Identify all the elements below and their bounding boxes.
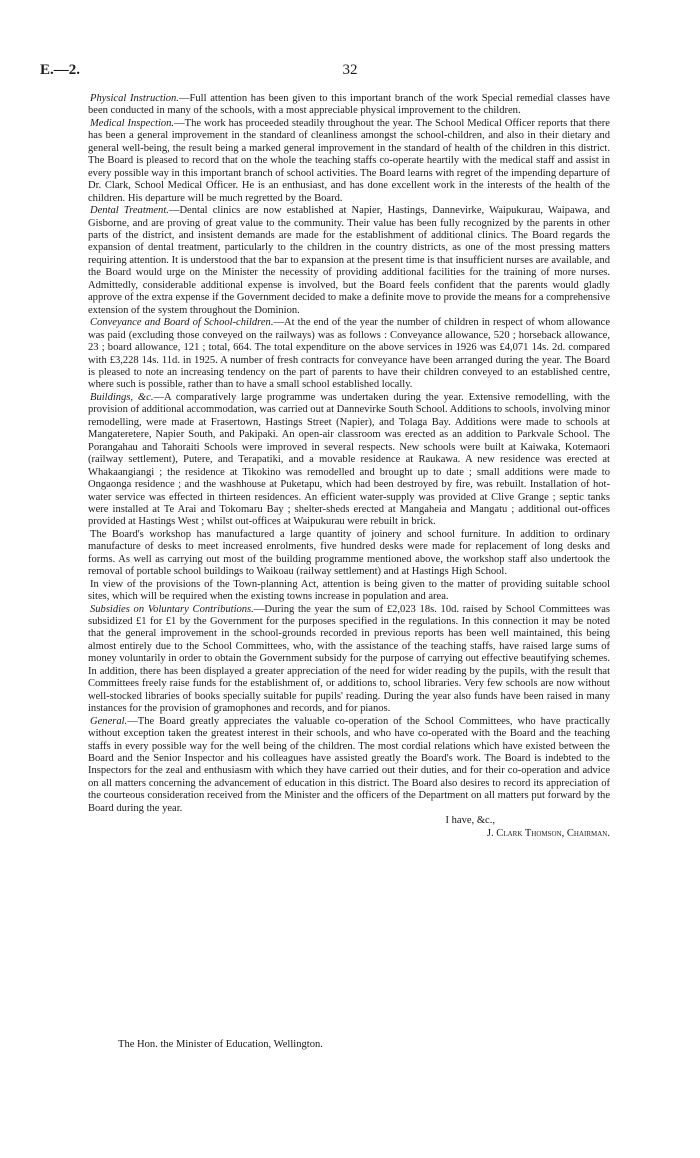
paragraph-buildings: [88, 392, 610, 529]
paragraph-text: The Board's workshop has manufactured a large quantity of joinery and school furniture. In addition to ordinary manufacture of desks to meet increased enrolments, five hundred desks were made for replacement of long desks and forms. As well as carrying out most of the building programme mentioned above, the workshop staff also undertook the removal of portable school buildings to Waikoau (railway settlement) and at Hastings High School.: [88, 528, 610, 578]
section-heading: Conveyance and Board of School-children.: [90, 317, 274, 329]
paragraph-town-planning: [88, 579, 610, 604]
paragraph-physical-instruction: [88, 93, 610, 118]
section-heading: Medical Inspection.: [90, 117, 175, 129]
paragraph-workshop: [88, 529, 610, 579]
section-heading: Buildings, &c.: [90, 391, 154, 403]
paragraph-subsidies: [88, 604, 610, 716]
section-heading: Physical Instruction.: [90, 93, 179, 104]
page-number: 32: [342, 62, 358, 78]
paragraph-conveyance: [88, 317, 610, 392]
paragraph-dental-treatment: [88, 205, 610, 317]
paragraph-general: [88, 716, 610, 816]
paragraph-text: —The Board greatly appreciates the valuable co-operation of the School Committees, who have practically without exception taken the greatest interest in their schools, and who have co-operated with the Board and the teaching staffs in every possible way for the well being of the children. The most cordial relations which have existed between the Board and the Senior Inspector and his colleagues have assisted greatly the Board's work. The Board is indebted to the Inspectors for the zeal and enthusiasm with which they have carried out their duties, and for their co-operation and advice on all matters concerning the advancement of education in this district. The Board also desires to record its appreciation of the courteous consideration received from the Minister and the officers of the Department on all matters put forward by the Board during the year.: [88, 715, 610, 814]
body-text: [88, 93, 610, 840]
report-code: E.—2.: [40, 62, 81, 78]
valediction: I have, &c.,: [445, 815, 495, 827]
paragraph-text: —A comparatively large programme was undertaken during the year. Extensive remodelling, with the provision of additional accommodation, was carried out at Dannevirke South School. Additions to schools, involving minor remodelling, were made at Frasertown, Hastings Street (Napier), and Tolaga Bay. Additions were made to schools at Mangateretere, Napier South, and Pakipaki. An open-air classroom was erected as an addition to Parkvale School. The Porangahau and Tahoraiti Schools were improved in several respects. New schools were built at Kaiwaka, Kotemaori (railway settlement), Putere, and Terapatiki, and a movable residence at Raukawa. A new residence was erected at Whakaangiangi ; the residence at Tikokino was remodelled and brought up to date ; small additions were made to Ongaonga residence ; and the washhouse at Puketapu, which had been destroyed by fire, was rebuilt. Installation of hot-water service was effected in thirteen residences. An efficient water-supply was provided at Clive Grange ; septic tanks were installed at Te Arai and Tokomaru Bay ; shelter-sheds erected at Mangaheia and Mangatu ; additional out-offices provided at Hastings West ; whilst out-offices at Waipukurau were rebuilt in brick.: [88, 391, 610, 528]
paragraph-medical-inspection: [88, 118, 610, 205]
signatory: J. Clark Thomson, Chairman.: [486, 827, 610, 839]
addressee: The Hon. the Minister of Education, Wellington.: [118, 1039, 323, 1050]
paragraph-text: In view of the provisions of the Town-planning Act, attention is being given to the matter of providing suitable school sites, which will be required when the existing towns increase in population and area.: [88, 578, 610, 603]
paragraph-text: —Dental clinics are now established at Napier, Hastings, Dannevirke, Waipukurau, Waipawa, and Gisborne, and are proving of great value to the community. Their value has been fully recognized by the parents in other parts of the district, and insistent demands are made for the establishment of additional clinics. The Board regards the expansion of dental treatment, particularly to the children in the country districts, as one of the most pressing matters requiring attention. It is understood that the bar to expansion at the present time is that insufficient nurses are available, and the Board would urge on the Minister the necessity of providing additional facilities for the training of more nurses. Admittedly, considerable additional expense is involved, but the Board feels confident that the parents would gladly approve of the extra expense if the Government decided to make a definite move to provide the means for a comprehensive extension of the system throughout the Dominion.: [88, 205, 610, 316]
paragraph-text: —During the year the sum of £2,023 18s. 10d. raised by School Committees was subsidized £1 for £1 by the Government for the purposes specified in the regulations. In this connection it may be noted that the general improvement in the school-grounds recorded in previous reports has been well maintained, this being almost entirely due to the School Committees, who, with the assistance of the teaching staffs, have raised large sums of money voluntarily in order to obtain the Government subsidy for the purpose of carrying out effective beautifying schemes. In addition, there has been displayed a greater appreciation of the need for wider reading by the pupils, with the result that Committees freely raise funds for the establishment of, or additions to, school libraries. Very few schools are now without well-stocked libraries of books specially suitable for pupils' reading. During the year also funds have been raised in many instances for the provision of gramophones and records, and for pianos.: [88, 603, 611, 715]
section-heading: General.: [90, 715, 128, 727]
paragraph-text: —The work has proceeded steadily throughout the year. The School Medical Officer reports that there has been a general improvement in the standard of cleanliness amongst the school-children, and also in their dietary and general well-being, the result being a marked general improvement in the standard of health of the children in this district. The Board is pleased to record that on the whole the teaching staffs co-operate heartily with the medical staff and assist in every possible way in this important branch of school activities. The Board learns with regret of the impending departure of Dr. Clark, School Medical Officer. He is an enthusiast, and has done excellent work in the interests of the health of the children. His departure will be much regretted by the Board.: [88, 117, 610, 204]
section-heading: Dental Treatment.: [90, 205, 169, 217]
section-heading: Subsidies on Voluntary Contributions.: [90, 603, 254, 615]
paragraph-text: —Full attention has been given to this important branch of the work Special remedial classes have been conducted in many of the schools, with a most appreciable physical improvement to the children.: [88, 93, 610, 117]
paragraph-text: —At the end of the year the number of children in respect of whom allowance was paid (excluding those conveyed on the railways) was as follows : Conveyance allowance, 520 ; horseback allowance, 23 ; board allowance, 121 ; total, 664. The total expenditure on the above services in 1926 was £4,071 14s. 2d. compared with £3,228 14s. 11d. in 1925. A number of fresh contracts for conveyance have been arranged during the year. The Board is pleased to note an increasing tendency on the part of parents to have their children conveyed to an established centre, where such is possible, rather than to have a small school established locally.: [88, 317, 610, 391]
